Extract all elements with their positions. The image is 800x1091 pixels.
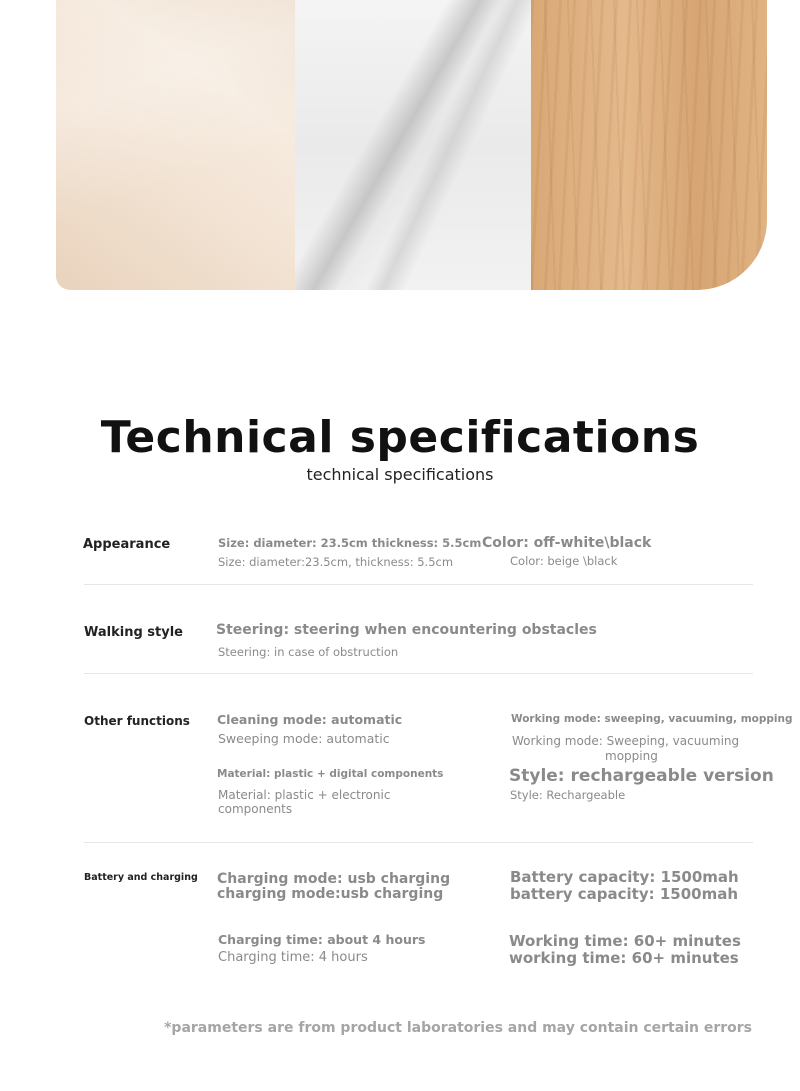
steering-spec-sub: Steering: in case of obstruction — [218, 645, 399, 659]
charging-mode-main: Charging mode: usb charging — [217, 871, 451, 887]
charging-mode-sub: charging mode:usb charging — [217, 886, 444, 902]
row-divider — [84, 673, 753, 674]
color-spec-main: Color: off-white\black — [482, 535, 652, 551]
white-marble-swatch — [295, 0, 531, 290]
steering-spec-main: Steering: steering when encountering obstacles — [216, 622, 597, 638]
working-mode-sub-line2: mopping — [605, 749, 658, 763]
style-spec-sub: Style: Rechargeable — [510, 788, 626, 802]
material-spec-main: Material: plastic + digital components — [217, 768, 444, 780]
cleaning-mode-sub: Sweeping mode: automatic — [218, 731, 390, 746]
material-swatches — [56, 0, 767, 290]
working-time-sub: working time: 60+ minutes — [509, 949, 739, 967]
size-spec-sub: Size: diameter:23.5cm, thickness: 5.5cm — [218, 555, 454, 569]
row-divider — [84, 842, 753, 843]
charging-time-main: Charging time: about 4 hours — [218, 932, 426, 947]
footnote-disclaimer: *parameters are from product laboratories and may contain certain errors — [164, 1020, 752, 1036]
row-divider — [84, 584, 753, 585]
page-title: Technical specifications — [100, 412, 700, 463]
other-functions-label: Other functions — [84, 714, 190, 728]
battery-charging-label: Battery and charging — [84, 872, 198, 883]
size-spec-main: Size: diameter: 23.5cm thickness: 5.5cm — [218, 536, 482, 550]
material-spec-sub-line2: components — [218, 802, 293, 816]
battery-capacity-sub: battery capacity: 1500mah — [510, 885, 739, 903]
working-mode-sub-line1: Working mode: Sweeping, vacuuming — [512, 734, 740, 748]
beige-marble-swatch — [56, 0, 295, 290]
charging-time-sub: Charging time: 4 hours — [218, 950, 368, 965]
material-spec-sub-line1: Material: plastic + electronic — [218, 788, 391, 802]
walking-style-label: Walking style — [84, 625, 183, 640]
working-mode-main: Working mode: sweeping, vacuuming, mopping — [511, 713, 793, 725]
page-subtitle: technical specifications — [306, 465, 494, 484]
cleaning-mode-main: Cleaning mode: automatic — [217, 712, 403, 727]
battery-capacity-main: Battery capacity: 1500mah — [510, 868, 739, 886]
style-spec-main: Style: rechargeable version — [509, 766, 774, 786]
wood-grain-swatch — [531, 0, 767, 290]
appearance-label: Appearance — [83, 537, 171, 552]
color-spec-sub: Color: beige \black — [510, 554, 618, 568]
working-time-main: Working time: 60+ minutes — [509, 932, 741, 950]
